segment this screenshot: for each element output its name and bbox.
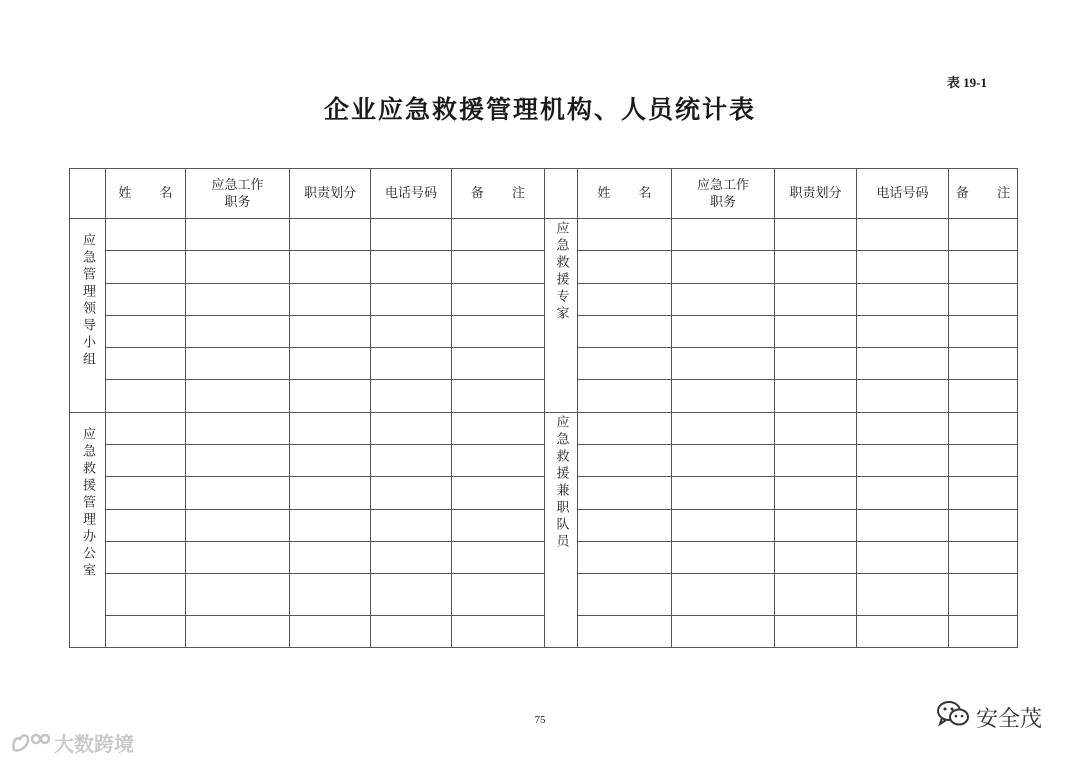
table-cell	[949, 445, 1018, 477]
table-cell	[106, 445, 186, 477]
table-cell	[949, 380, 1018, 412]
table-cell	[371, 445, 452, 477]
table-cell	[106, 574, 186, 615]
table-row	[70, 541, 1018, 573]
table-cell	[857, 315, 949, 347]
table-cell	[775, 615, 857, 647]
table-cell	[452, 509, 545, 541]
table-cell	[857, 412, 949, 444]
blank-header-right	[545, 169, 578, 219]
group-text-parttime: 应急救援兼职队员	[553, 414, 569, 551]
table-cell	[578, 541, 672, 573]
table-cell	[578, 574, 672, 615]
table-row	[70, 380, 1018, 412]
table-cell	[578, 219, 672, 251]
table-cell	[857, 283, 949, 315]
table-cell	[371, 315, 452, 347]
table-cell	[578, 412, 672, 444]
table-cell	[949, 251, 1018, 283]
table-cell	[452, 445, 545, 477]
group-label-leadership	[70, 219, 106, 413]
table-cell	[857, 615, 949, 647]
header-duty-2	[672, 169, 775, 219]
table-cell	[290, 315, 371, 347]
watermark-left	[10, 728, 134, 757]
table-row	[70, 412, 1018, 444]
table-cell	[672, 251, 775, 283]
group-label-experts	[545, 219, 578, 413]
table-cell	[106, 509, 186, 541]
table-row	[70, 251, 1018, 283]
group-text-office: 应急救援管理办公室	[80, 426, 95, 580]
table-cell	[578, 315, 672, 347]
table-cell	[578, 348, 672, 380]
watermark-logo-icon	[10, 729, 50, 757]
table-cell	[290, 445, 371, 477]
table-cell	[452, 219, 545, 251]
table-cell	[578, 509, 672, 541]
table-cell	[672, 509, 775, 541]
header-remark: 备 注	[452, 169, 545, 219]
wechat-icon	[936, 700, 970, 734]
table-row	[70, 219, 1018, 251]
table-cell	[290, 615, 371, 647]
table-cell	[578, 615, 672, 647]
table-cell	[857, 509, 949, 541]
header-row	[70, 169, 1018, 219]
table-cell	[371, 348, 452, 380]
document-title: 企业应急救援管理机构、人员统计表	[323, 95, 756, 124]
table-cell	[857, 541, 949, 573]
table-cell	[672, 283, 775, 315]
table-cell	[857, 477, 949, 509]
table-cell	[452, 283, 545, 315]
table-cell	[106, 412, 186, 444]
table-cell	[578, 477, 672, 509]
table-cell	[949, 283, 1018, 315]
table-cell	[290, 380, 371, 412]
table-cell	[672, 380, 775, 412]
table-cell	[290, 541, 371, 573]
table-row	[70, 574, 1018, 615]
table-cell	[371, 283, 452, 315]
watermark-right-text: 安全茂	[975, 706, 1042, 732]
table-cell	[371, 477, 452, 509]
table-cell	[452, 315, 545, 347]
table-cell	[290, 283, 371, 315]
header-phone: 电话号码	[371, 169, 452, 219]
table-cell	[949, 412, 1018, 444]
table-cell	[186, 219, 290, 251]
table-row	[70, 348, 1018, 380]
blank-header-left	[70, 169, 106, 219]
table-cell	[186, 412, 290, 444]
table-cell	[371, 412, 452, 444]
header-responsibility: 职责划分	[290, 169, 371, 219]
header-phone-2: 电话号码	[857, 169, 949, 219]
table-cell	[857, 348, 949, 380]
table-cell	[290, 348, 371, 380]
table-cell	[186, 380, 290, 412]
header-duty-line1: 应急工作	[211, 177, 264, 193]
table-cell	[106, 283, 186, 315]
table-cell	[290, 574, 371, 615]
table-cell	[452, 615, 545, 647]
table-cell	[949, 541, 1018, 573]
table-cell	[775, 412, 857, 444]
table-cell	[290, 251, 371, 283]
table-cell	[775, 380, 857, 412]
table-cell	[452, 541, 545, 573]
table-cell	[949, 615, 1018, 647]
table-cell	[857, 574, 949, 615]
table-cell	[106, 219, 186, 251]
table-cell	[775, 574, 857, 615]
table-cell	[452, 348, 545, 380]
table-cell	[672, 574, 775, 615]
table-cell	[775, 445, 857, 477]
table-cell	[371, 541, 452, 573]
table-cell	[371, 615, 452, 647]
table-cell	[578, 380, 672, 412]
group-label-parttime	[545, 412, 578, 647]
table-cell	[775, 315, 857, 347]
table-cell	[775, 283, 857, 315]
watermark-left-text: 大数跨境	[54, 732, 134, 756]
table-cell	[106, 477, 186, 509]
table-cell	[371, 380, 452, 412]
table-cell	[672, 219, 775, 251]
table-cell	[290, 509, 371, 541]
table-cell	[775, 219, 857, 251]
table-cell	[775, 541, 857, 573]
table-cell	[949, 574, 1018, 615]
table-cell	[452, 477, 545, 509]
table-row	[70, 509, 1018, 541]
header-responsibility-2: 职责划分	[775, 169, 857, 219]
table-cell	[186, 509, 290, 541]
table-cell	[775, 348, 857, 380]
table-cell	[672, 412, 775, 444]
header-duty	[186, 169, 290, 219]
table-cell	[857, 251, 949, 283]
table-cell	[578, 251, 672, 283]
table-cell	[672, 615, 775, 647]
table-cell	[949, 219, 1018, 251]
table-cell	[371, 574, 452, 615]
table-cell	[186, 283, 290, 315]
table-row	[70, 283, 1018, 315]
group-text-experts: 应急救援专家	[553, 221, 569, 323]
table-cell	[452, 412, 545, 444]
table-row	[70, 615, 1018, 647]
table-cell	[672, 477, 775, 509]
table-row	[70, 477, 1018, 509]
table-cell	[186, 348, 290, 380]
group-label-office	[70, 412, 106, 647]
table-cell	[949, 509, 1018, 541]
table-cell	[186, 541, 290, 573]
table-cell	[106, 251, 186, 283]
table-cell	[949, 477, 1018, 509]
table-cell	[672, 315, 775, 347]
header-duty-line2-2: 职务	[709, 194, 736, 210]
table-cell	[186, 615, 290, 647]
table-cell	[106, 541, 186, 573]
table-cell	[290, 219, 371, 251]
table-cell	[775, 477, 857, 509]
header-remark-2: 备 注	[949, 169, 1018, 219]
table-cell	[371, 509, 452, 541]
table-cell	[371, 219, 452, 251]
table-cell	[672, 348, 775, 380]
table-cell	[775, 251, 857, 283]
table-cell	[578, 283, 672, 315]
table-cell	[106, 615, 186, 647]
header-name: 姓 名	[106, 169, 186, 219]
table-cell	[371, 251, 452, 283]
table-cell	[186, 251, 290, 283]
page-number: 75	[534, 714, 546, 726]
table-cell	[672, 445, 775, 477]
table-cell	[186, 445, 290, 477]
group-text-leadership: 应急管理领导小组	[80, 233, 95, 369]
header-duty-line2: 职务	[224, 194, 251, 210]
table-cell	[672, 541, 775, 573]
header-name-2: 姓 名	[578, 169, 672, 219]
table-cell	[106, 315, 186, 347]
table-cell	[106, 380, 186, 412]
table-cell	[290, 412, 371, 444]
table-cell	[452, 380, 545, 412]
table-cell	[186, 574, 290, 615]
table-cell	[290, 477, 371, 509]
table-cell	[775, 509, 857, 541]
personnel-table	[69, 168, 1018, 648]
table-number: 表 19-1	[946, 75, 987, 90]
table-cell	[452, 251, 545, 283]
table-row	[70, 315, 1018, 347]
table-row	[70, 445, 1018, 477]
table-cell	[949, 315, 1018, 347]
header-duty-line1-2: 应急工作	[696, 177, 749, 193]
table-cell	[186, 315, 290, 347]
table-cell	[106, 348, 186, 380]
table-cell	[857, 380, 949, 412]
table-cell	[857, 445, 949, 477]
table-cell	[857, 219, 949, 251]
table-cell	[578, 445, 672, 477]
watermark-right	[936, 700, 1042, 734]
table-cell	[186, 477, 290, 509]
table-cell	[452, 574, 545, 615]
table-cell	[949, 348, 1018, 380]
